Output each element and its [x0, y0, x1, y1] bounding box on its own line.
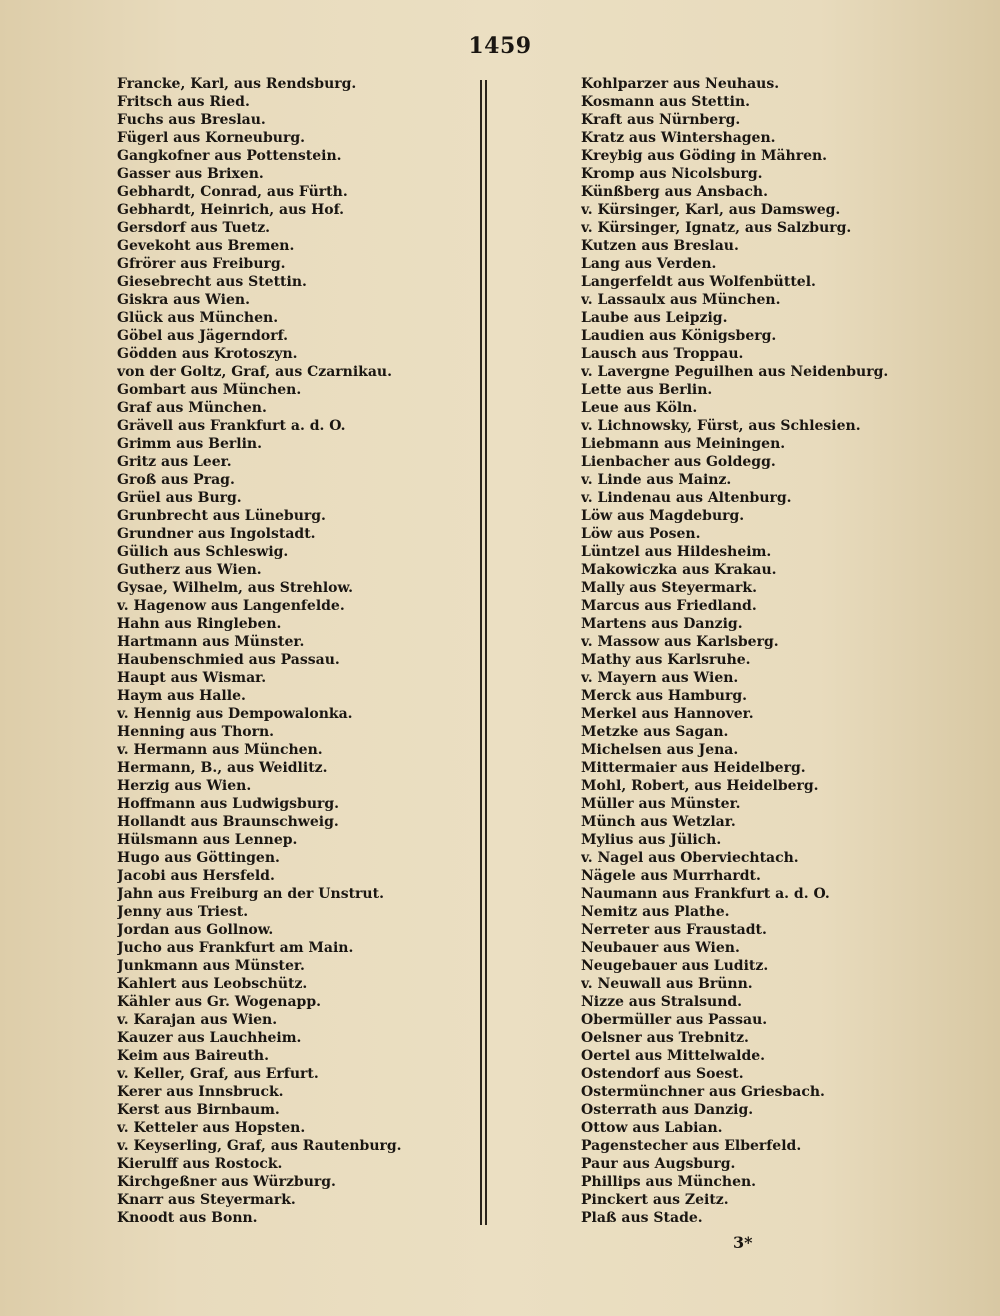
name-entry: v. Massow aus Karlsberg. — [581, 634, 779, 650]
name-entry: Lette aus Berlin. — [581, 382, 713, 398]
name-entry: Hoffmann aus Ludwigsburg. — [117, 796, 340, 812]
name-entry: Münch aus Wetzlar. — [581, 814, 736, 830]
name-entry: Mylius aus Jülich. — [581, 832, 722, 848]
name-entry: Jacobi aus Hersfeld. — [117, 868, 275, 884]
name-entry: Haupt aus Wismar. — [117, 670, 267, 686]
name-entry: Liebmann aus Meiningen. — [581, 436, 786, 452]
name-entry: Nemitz aus Plathe. — [581, 904, 730, 920]
name-entry: v. Ketteler aus Hopsten. — [117, 1120, 306, 1136]
name-entry: Naumann aus Frankfurt a. d. O. — [581, 886, 830, 902]
name-entry: Grundner aus Ingolstadt. — [117, 526, 316, 542]
name-entry: Hollandt aus Braunschweig. — [117, 814, 339, 830]
name-entry: Mittermaier aus Heidelberg. — [581, 760, 806, 776]
name-entry: Lang aus Verden. — [581, 256, 717, 272]
name-entry: Gutherz aus Wien. — [117, 562, 262, 578]
name-entry: Ottow aus Labian. — [581, 1120, 723, 1136]
name-entry: Hermann, B., aus Weidlitz. — [117, 760, 328, 776]
name-entry: Gebhardt, Conrad, aus Fürth. — [117, 184, 348, 200]
name-entry: Gysae, Wilhelm, aus Strehlow. — [117, 580, 353, 596]
name-entry: Hartmann aus Münster. — [117, 634, 305, 650]
name-entry: Kraft aus Nürnberg. — [581, 112, 741, 128]
name-entry: Hahn aus Ringleben. — [117, 616, 282, 632]
name-entry: Gevekoht aus Bremen. — [117, 238, 295, 254]
name-entry: Kahlert aus Leobschütz. — [117, 976, 308, 992]
name-entry: Gödden aus Krotoszyn. — [117, 346, 298, 362]
name-entry: Obermüller aus Passau. — [581, 1012, 768, 1028]
name-entry: Hülsmann aus Lennep. — [117, 832, 298, 848]
name-entry: Groß aus Prag. — [117, 472, 235, 488]
name-entry: Grunbrecht aus Lüneburg. — [117, 508, 326, 524]
name-entry: Makowiczka aus Krakau. — [581, 562, 777, 578]
name-entry: v. Mayern aus Wien. — [581, 670, 739, 686]
name-entry: Laube aus Leipzig. — [581, 310, 728, 326]
name-entry: v. Linde aus Mainz. — [581, 472, 732, 488]
column-divider-line — [480, 80, 482, 1225]
name-entry: Leue aus Köln. — [581, 400, 698, 416]
name-entry: v. Nagel aus Oberviechtach. — [581, 850, 799, 866]
name-entry: Künßberg aus Ansbach. — [581, 184, 768, 200]
name-entry: Kosmann aus Stettin. — [581, 94, 750, 110]
name-entry: Grävell aus Frankfurt a. d. O. — [117, 418, 346, 434]
name-entry: Kratz aus Wintershagen. — [581, 130, 776, 146]
name-entry: Oertel aus Mittelwalde. — [581, 1048, 766, 1064]
name-entry: Phillips aus München. — [581, 1174, 757, 1190]
name-entry: Nizze aus Stralsund. — [581, 994, 743, 1010]
name-entry: Müller aus Münster. — [581, 796, 741, 812]
name-entry: Keim aus Baireuth. — [117, 1048, 269, 1064]
name-entry: Neugebauer aus Luditz. — [581, 958, 769, 974]
name-entry: Merck aus Hamburg. — [581, 688, 748, 704]
name-entry: v. Lavergne Peguilhen aus Neidenburg. — [581, 364, 889, 380]
name-entry: Hugo aus Göttingen. — [117, 850, 280, 866]
name-entry: Fuchs aus Breslau. — [117, 112, 266, 128]
name-entry: Lüntzel aus Hildesheim. — [581, 544, 772, 560]
name-entry: Grimm aus Berlin. — [117, 436, 262, 452]
name-entry: Neubauer aus Wien. — [581, 940, 740, 956]
name-entry: Kirchgeßner aus Würzburg. — [117, 1174, 336, 1190]
name-entry: Graf aus München. — [117, 400, 267, 416]
name-entry: Ostermünchner aus Griesbach. — [581, 1084, 825, 1100]
name-entry: v. Hermann aus München. — [117, 742, 323, 758]
name-entry: Herzig aus Wien. — [117, 778, 252, 794]
sheet-signature-mark: 3* — [733, 1233, 753, 1252]
name-entry: Kutzen aus Breslau. — [581, 238, 739, 254]
name-entry: Mally aus Steyermark. — [581, 580, 757, 596]
name-entry: Kohlparzer aus Neuhaus. — [581, 76, 780, 92]
name-entry: v. Keller, Graf, aus Erfurt. — [117, 1066, 319, 1082]
name-entry: Plaß aus Stade. — [581, 1210, 703, 1226]
name-entry: v. Keyserling, Graf, aus Rautenburg. — [117, 1138, 402, 1154]
name-entry: v. Neuwall aus Brünn. — [581, 976, 753, 992]
name-entry: v. Lassaulx aus München. — [581, 292, 781, 308]
name-entry: Oelsner aus Trebnitz. — [581, 1030, 749, 1046]
name-entry: Göbel aus Jägerndorf. — [117, 328, 289, 344]
name-entry: Gasser aus Brixen. — [117, 166, 264, 182]
name-entry: Nägele aus Murrhardt. — [581, 868, 761, 884]
name-entry: von der Goltz, Graf, aus Czarnikau. — [117, 364, 392, 380]
left-column — [117, 75, 472, 1227]
name-entry: Francke, Karl, aus Rendsburg. — [117, 76, 357, 92]
name-entry: Pagenstecher aus Elberfeld. — [581, 1138, 802, 1154]
name-entry: Martens aus Danzig. — [581, 616, 743, 632]
name-entry: Glück aus München. — [117, 310, 279, 326]
name-entry: Pinckert aus Zeitz. — [581, 1192, 729, 1208]
name-entry: Mohl, Robert, aus Heidelberg. — [581, 778, 819, 794]
name-entry: Junkmann aus Münster. — [117, 958, 305, 974]
name-entry: v. Hagenow aus Langenfelde. — [117, 598, 345, 614]
name-entry: Kerst aus Birnbaum. — [117, 1102, 280, 1118]
name-entry: Osterrath aus Danzig. — [581, 1102, 754, 1118]
name-entry: v. Hennig aus Dempowalonka. — [117, 706, 353, 722]
name-entry: Kähler aus Gr. Wogenapp. — [117, 994, 322, 1010]
name-entry: v. Kürsinger, Karl, aus Damsweg. — [581, 202, 841, 218]
name-entry: Gritz aus Leer. — [117, 454, 232, 470]
name-entry: Gebhardt, Heinrich, aus Hof. — [117, 202, 345, 218]
name-entry: Gfrörer aus Freiburg. — [117, 256, 286, 272]
name-entry: Kromp aus Nicolsburg. — [581, 166, 763, 182]
name-entry: v. Kürsinger, Ignatz, aus Salzburg. — [581, 220, 852, 236]
name-entry: Ostendorf aus Soest. — [581, 1066, 744, 1082]
name-entry: Laudien aus Königsberg. — [581, 328, 777, 344]
name-entry: Jahn aus Freiburg an der Unstrut. — [117, 886, 384, 902]
name-entry: Haym aus Halle. — [117, 688, 246, 704]
name-entry: v. Lindenau aus Altenburg. — [581, 490, 792, 506]
name-entry: v. Karajan aus Wien. — [117, 1012, 278, 1028]
name-entry: v. Lichnowsky, Fürst, aus Schlesien. — [581, 418, 861, 434]
name-entry: Jordan aus Gollnow. — [117, 922, 274, 938]
name-entry: Henning aus Thorn. — [117, 724, 275, 740]
name-entry: Langerfeldt aus Wolfenbüttel. — [581, 274, 816, 290]
name-entry: Marcus aus Friedland. — [581, 598, 757, 614]
name-entry: Löw aus Magdeburg. — [581, 508, 745, 524]
name-entry: Gangkofner aus Pottenstein. — [117, 148, 342, 164]
name-entry: Kerer aus Innsbruck. — [117, 1084, 284, 1100]
name-entry: Giskra aus Wien. — [117, 292, 250, 308]
name-entry: Metzke aus Sagan. — [581, 724, 729, 740]
name-entry: Giesebrecht aus Stettin. — [117, 274, 307, 290]
name-entry: Löw aus Posen. — [581, 526, 701, 542]
column-divider-line — [485, 80, 487, 1225]
name-entry: Kauzer aus Lauchheim. — [117, 1030, 302, 1046]
name-entry: Fritsch aus Ried. — [117, 94, 250, 110]
name-entry: Michelsen aus Jena. — [581, 742, 739, 758]
right-column — [581, 75, 966, 1227]
name-entry: Gülich aus Schleswig. — [117, 544, 289, 560]
name-entry: Jucho aus Frankfurt am Main. — [117, 940, 354, 956]
name-entry: Nerreter aus Fraustadt. — [581, 922, 767, 938]
name-entry: Merkel aus Hannover. — [581, 706, 754, 722]
name-entry: Grüel aus Burg. — [117, 490, 242, 506]
name-entry: Gersdorf aus Tuetz. — [117, 220, 271, 236]
name-entry: Jenny aus Triest. — [117, 904, 249, 920]
name-entry: Lienbacher aus Goldegg. — [581, 454, 776, 470]
name-entry: Kreybig aus Göding in Mähren. — [581, 148, 828, 164]
name-entry: Kierulff aus Rostock. — [117, 1156, 283, 1172]
name-entry: Lausch aus Troppau. — [581, 346, 744, 362]
name-entry: Mathy aus Karlsruhe. — [581, 652, 751, 668]
page-number: 1459 — [468, 33, 532, 59]
name-entry: Knarr aus Steyermark. — [117, 1192, 296, 1208]
name-entry: Fügerl aus Korneuburg. — [117, 130, 305, 146]
name-entry: Knoodt aus Bonn. — [117, 1210, 258, 1226]
name-entry: Haubenschmied aus Passau. — [117, 652, 340, 668]
name-entry: Paur aus Augsburg. — [581, 1156, 736, 1172]
name-entry: Gombart aus München. — [117, 382, 302, 398]
